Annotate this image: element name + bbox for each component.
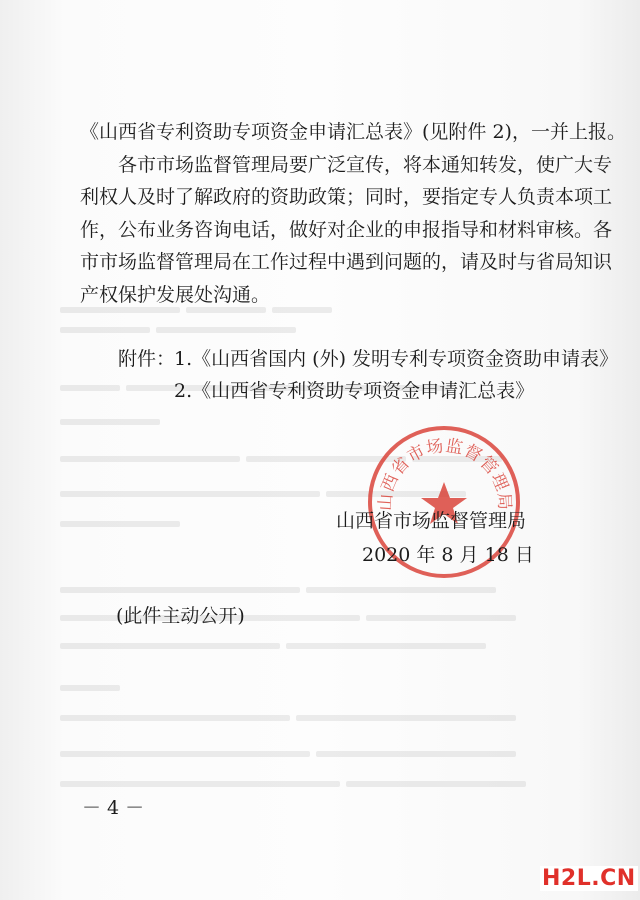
site-watermark-logo: H2L.CN [542,866,636,891]
bleed-through-line [60,410,600,420]
public-disclosure-note: (此件主动公开) [116,605,245,627]
attachment-item: 1.《山西省国内 (外) 发明专利专项资金资助申请表》 [174,348,619,370]
page-number: － 4 － [82,797,145,819]
bleed-through-line [60,772,600,782]
seal-text: 山西省市场监督管理局 [375,436,515,512]
issue-date: 2020 年 8 月 18 日 [362,544,534,566]
body-line: 作，公布业务咨询电话，做好对企业的申报指导和材料审核。各 [80,219,613,241]
bleed-through-line [60,318,600,328]
body-line: 各市市场监督管理局要广泛宣传，将本通知转发，使广大专 [118,154,613,176]
issuer-name: 山西省市场监督管理局 [336,510,527,532]
body-line: 产权保护发展处沟通。 [80,284,271,306]
bleed-through-line [60,634,600,644]
bleed-through-line [60,676,600,686]
body-line: 市市场监督管理局在工作过程中遇到问题的，请及时与省局知识 [80,251,613,273]
attachments-label: 附件： [118,348,176,370]
bleed-through-line [60,742,600,752]
attachment-item: 2.《山西省专利资助专项资金申请汇总表》 [174,380,535,402]
body-line: 利权人及时了解政府的资助政策；同时，要指定专人负责本项工 [80,186,613,208]
body-line: 《山西省专利资助专项资金申请汇总表》(见附件 2)，一并上报。 [80,121,626,143]
bleed-through-line [60,706,600,716]
